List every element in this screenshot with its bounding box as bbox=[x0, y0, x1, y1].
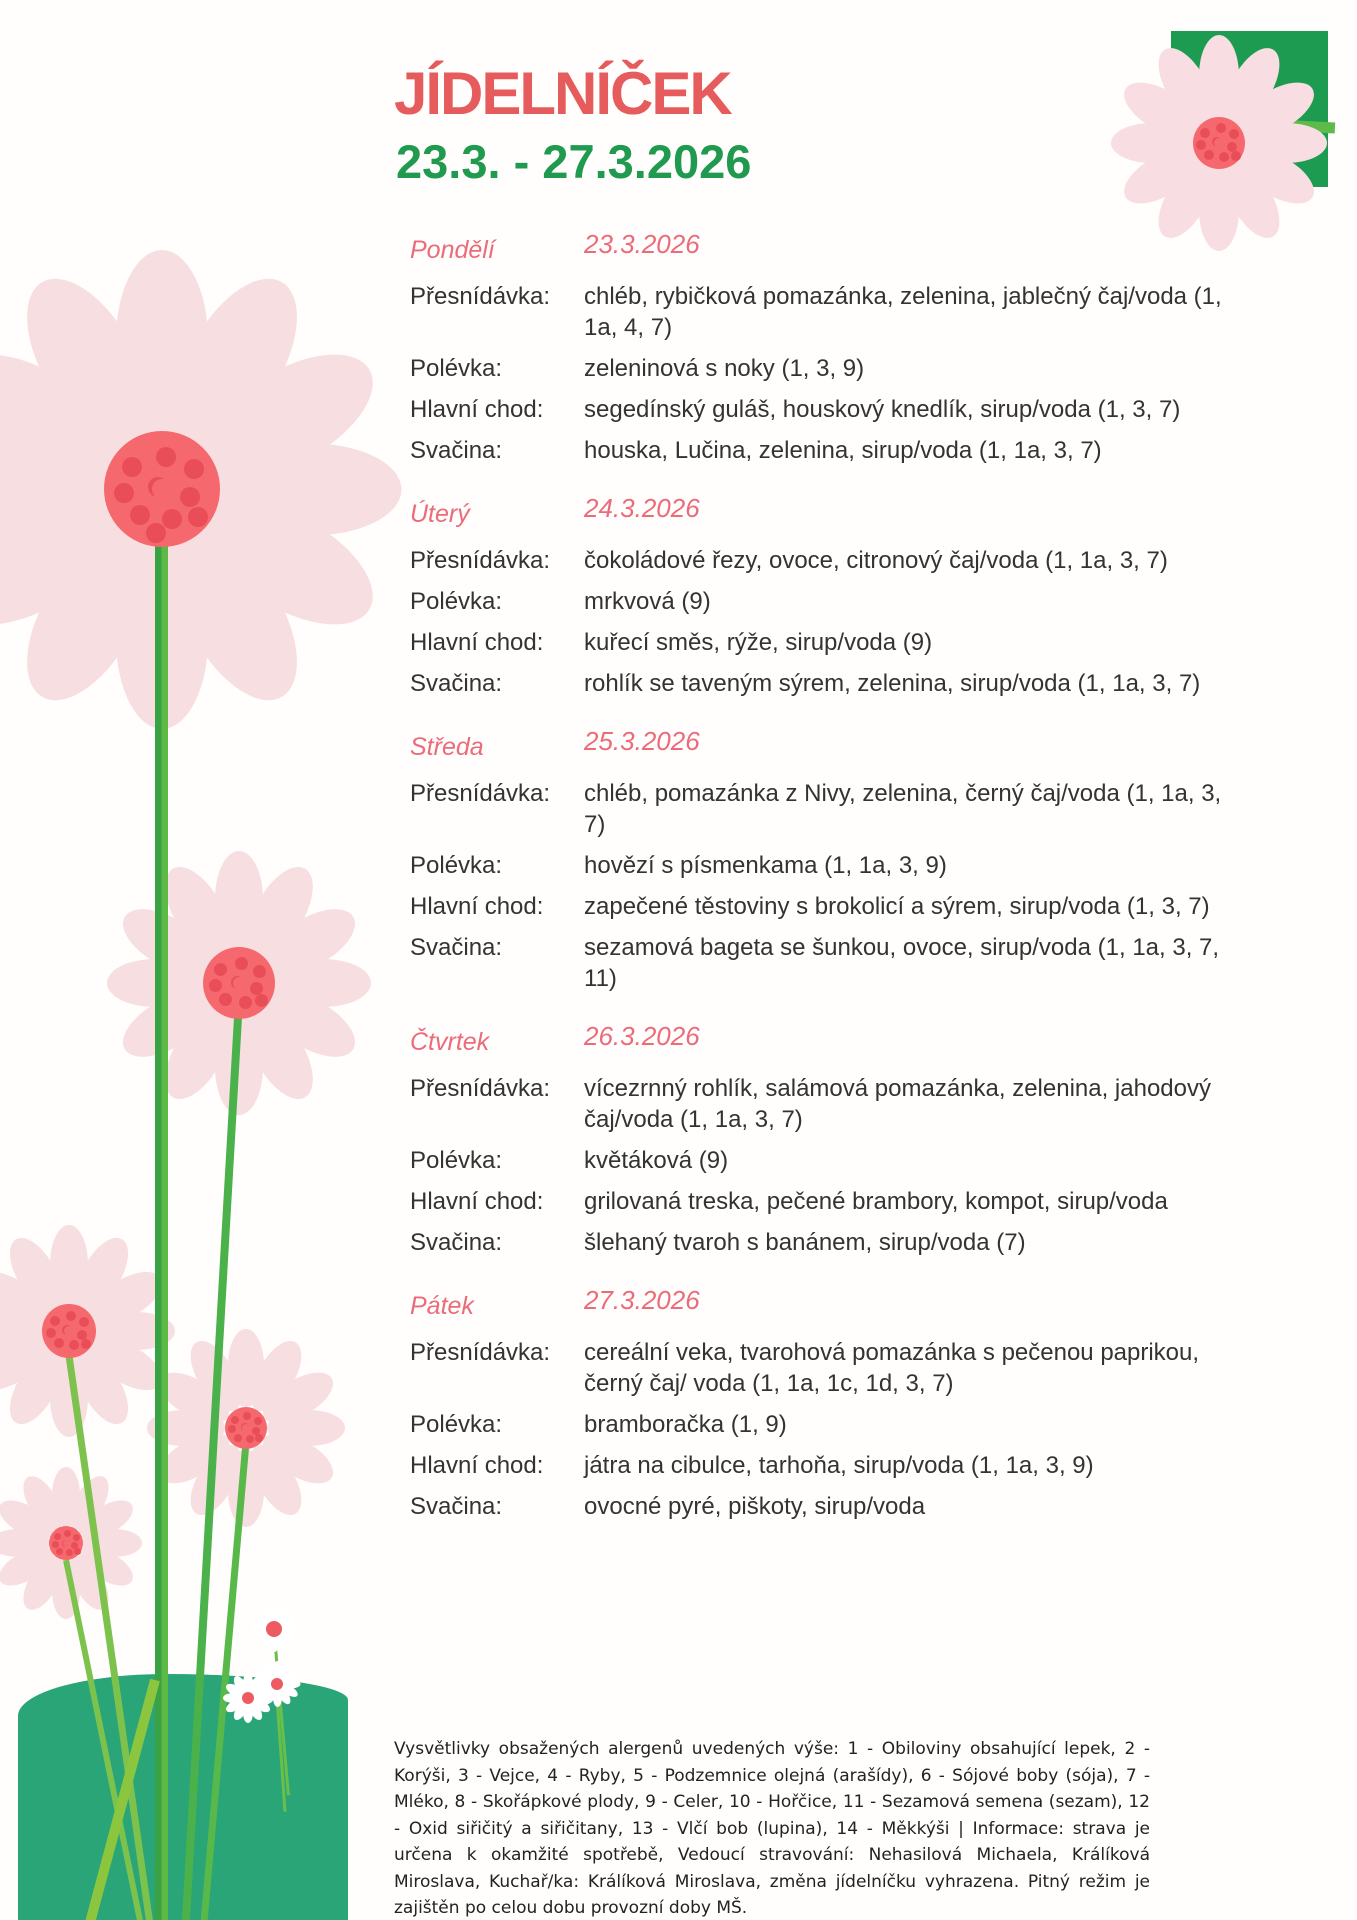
meal-text: kuřecí směs, rýže, sirup/voda (9) bbox=[584, 629, 933, 656]
meal-row bbox=[410, 1073, 1270, 1135]
daisy-center-dots bbox=[152, 479, 172, 499]
leaf-blade-graphic bbox=[1240, 118, 1335, 134]
daisy-center bbox=[242, 1692, 254, 1704]
meal-label: Hlavní chod: bbox=[410, 629, 544, 656]
day-name: Středa bbox=[410, 733, 484, 761]
daisy-center-dots bbox=[63, 1540, 70, 1547]
meal-row bbox=[410, 891, 1270, 922]
meal-label: Polévka: bbox=[410, 1411, 503, 1438]
meal-text: šlehaný tvaroh s banánem, sirup/voda (7) bbox=[584, 1229, 1026, 1256]
daisy-center-dots bbox=[233, 977, 246, 990]
meal-label: Přesnídávka: bbox=[410, 283, 551, 310]
daisy-center bbox=[49, 1526, 83, 1560]
meal-text: květáková (9) bbox=[584, 1147, 729, 1174]
meal-text: sezamová bageta se šunkou, ovoce, sirup/voda (1, 1a, 3, 7, 11) bbox=[584, 934, 1220, 992]
meal-label: Přesnídávka: bbox=[410, 1075, 551, 1102]
flower-stem bbox=[65, 1352, 153, 1920]
meal-label: Svačina: bbox=[410, 670, 503, 697]
meal-row bbox=[410, 586, 1270, 617]
meal-label: Svačina: bbox=[410, 934, 503, 961]
daisy-center bbox=[1193, 117, 1245, 169]
meal-text: zeleninová s noky (1, 3, 9) bbox=[584, 355, 865, 382]
day-name: Pondělí bbox=[410, 236, 495, 264]
meal-label: Přesnídávka: bbox=[410, 780, 551, 807]
meal-text: vícezrnný rohlík, salámová pomazánka, zelenina, jahodový čaj/voda (1, 1a, 3, 7) bbox=[584, 1075, 1211, 1133]
meal-text: játra na cibulce, tarhoňa, sirup/voda (1, 1a, 3, 9) bbox=[584, 1452, 1094, 1479]
meal-text: chléb, pomazánka z Nivy, zelenina, černý čaj/voda (1, 1a, 3, 7) bbox=[584, 780, 1222, 838]
meal-row bbox=[410, 778, 1270, 840]
weekly-menu bbox=[410, 229, 1270, 1532]
flower-stem bbox=[63, 1559, 143, 1920]
page-title: JÍDELNÍČEK bbox=[394, 60, 731, 127]
meal-row bbox=[410, 1145, 1270, 1176]
meal-label: Hlavní chod: bbox=[410, 1188, 544, 1215]
meal-row bbox=[410, 932, 1270, 994]
date-range: 23.3. - 27.3.2026 bbox=[396, 135, 752, 188]
meal-label: Hlavní chod: bbox=[410, 893, 544, 920]
day-date: 26.3.2026 bbox=[584, 1021, 700, 1051]
day-heading bbox=[410, 1021, 1270, 1063]
flower-stem bbox=[181, 1000, 243, 1920]
day-name: Úterý bbox=[410, 500, 470, 528]
meal-text: bramboračka (1, 9) bbox=[584, 1411, 787, 1438]
day-date: 23.3.2026 bbox=[584, 229, 700, 259]
day-date: 27.3.2026 bbox=[584, 1285, 700, 1315]
meal-text: mrkvová (9) bbox=[584, 588, 711, 615]
meal-row bbox=[410, 435, 1270, 466]
grass-blade bbox=[85, 1679, 159, 1920]
corner-square-graphic bbox=[1171, 31, 1328, 187]
day-heading bbox=[410, 726, 1270, 768]
meal-row bbox=[410, 627, 1270, 658]
daisy-center bbox=[42, 1304, 96, 1358]
meal-row bbox=[410, 668, 1270, 699]
daisy-center bbox=[225, 1407, 267, 1449]
meal-text: cereální veka, tvarohová pomazánka s pečenou paprikou, černý čaj/ voda (1, 1a, 1c, 1d, 3, 7) bbox=[584, 1339, 1200, 1397]
meal-text: segedínský guláš, houskový knedlík, sirup/voda (1, 3, 7) bbox=[584, 396, 1181, 423]
day-section-monday bbox=[410, 229, 1270, 466]
day-section-wednesday bbox=[410, 726, 1270, 994]
meal-text: grilovaná treska, pečené brambory, kompot, sirup/voda bbox=[584, 1188, 1168, 1215]
meal-label: Svačina: bbox=[410, 1229, 503, 1256]
day-section-tuesday bbox=[410, 493, 1270, 699]
meal-row bbox=[410, 394, 1270, 425]
meal-row bbox=[410, 1337, 1270, 1399]
meal-text: chléb, rybičková pomazánka, zelenina, jablečný čaj/voda (1, 1a, 4, 7) bbox=[584, 283, 1222, 341]
meal-row bbox=[410, 353, 1270, 384]
meal-row bbox=[410, 1227, 1270, 1258]
daisy-center-dots bbox=[242, 1424, 250, 1432]
daisy-center bbox=[266, 1621, 282, 1637]
meal-text: hovězí s písmenkama (1, 1a, 3, 9) bbox=[584, 852, 947, 879]
meal-label: Hlavní chod: bbox=[410, 396, 544, 423]
daisy-center bbox=[271, 1678, 283, 1690]
daisy-center-dots bbox=[1214, 138, 1224, 148]
meal-row bbox=[410, 1186, 1270, 1217]
day-section-friday bbox=[410, 1285, 1270, 1522]
flower-stem bbox=[200, 1448, 249, 1920]
day-date: 24.3.2026 bbox=[584, 493, 700, 523]
daisy-center-dots bbox=[64, 1326, 74, 1336]
daisy-center bbox=[104, 431, 220, 547]
meal-row bbox=[410, 1450, 1270, 1481]
meal-row bbox=[410, 1491, 1270, 1522]
meal-label: Svačina: bbox=[410, 437, 503, 464]
meal-row bbox=[410, 850, 1270, 881]
meal-text: houska, Lučina, zelenina, sirup/voda (1, 1a, 3, 7) bbox=[584, 437, 1102, 464]
header bbox=[394, 62, 751, 186]
meal-label: Přesnídávka: bbox=[410, 547, 551, 574]
meal-label: Hlavní chod: bbox=[410, 1452, 544, 1479]
meal-text: rohlík se taveným sýrem, zelenina, sirup/voda (1, 1a, 3, 7) bbox=[584, 670, 1201, 697]
meal-row bbox=[410, 1409, 1270, 1440]
day-section-thursday bbox=[410, 1021, 1270, 1258]
meal-row bbox=[410, 281, 1270, 343]
meal-label: Svačina: bbox=[410, 1493, 503, 1520]
meal-label: Polévka: bbox=[410, 355, 503, 382]
small-flower-stem bbox=[273, 1636, 290, 1796]
meal-text: zapečené těstoviny s brokolicí a sýrem, sirup/voda (1, 3, 7) bbox=[584, 893, 1210, 920]
meal-row bbox=[410, 545, 1270, 576]
day-heading bbox=[410, 1285, 1270, 1327]
meal-text: ovocné pyré, piškoty, sirup/voda bbox=[584, 1493, 926, 1520]
day-heading bbox=[410, 229, 1270, 271]
day-name: Pátek bbox=[410, 1292, 474, 1320]
day-name: Čtvrtek bbox=[410, 1028, 490, 1056]
meal-label: Polévka: bbox=[410, 852, 503, 879]
small-flower-stem bbox=[275, 1690, 287, 1812]
flower-stem bbox=[155, 540, 168, 1920]
meal-text: čokoládové řezy, ovoce, citronový čaj/voda (1, 1a, 3, 7) bbox=[584, 547, 1168, 574]
day-date: 25.3.2026 bbox=[584, 726, 700, 756]
meal-label: Přesnídávka: bbox=[410, 1339, 551, 1366]
grass-mound-graphic bbox=[18, 1674, 348, 1920]
meal-label: Polévka: bbox=[410, 588, 503, 615]
day-heading bbox=[410, 493, 1270, 535]
meal-label: Polévka: bbox=[410, 1147, 503, 1174]
allergen-legend: Vysvětlivky obsažených alergenů uvedených výše: 1 - Obiloviny obsahující lepek, 2 - Korýši, 3 - Vejce, 4 - Ryby, 5 - Podzemnice olejná (arašídy), 6 - Sójové boby (sója), 7 - Mléko, 8 - Skořápkové plody, 9 - Celer, 10 - Hořčice, 11 - Sezamová semena (sezam), 12 - Oxid siřičitý a siřičitany, 13 - Vlčí bob (lupina), 14 - Měkkýši | Informace: strava je určena k okamžité spotřebě, Vedoucí stravování: Nehasilová Michaela, Králíková Miroslava, Kuchař/ka: Králíková Miroslava, změna jídelníčku vyhrazena. Pitný režim je zajištěn po celou dobu provozní doby MŠ. bbox=[394, 1739, 1150, 1918]
daisy-center bbox=[203, 947, 275, 1019]
